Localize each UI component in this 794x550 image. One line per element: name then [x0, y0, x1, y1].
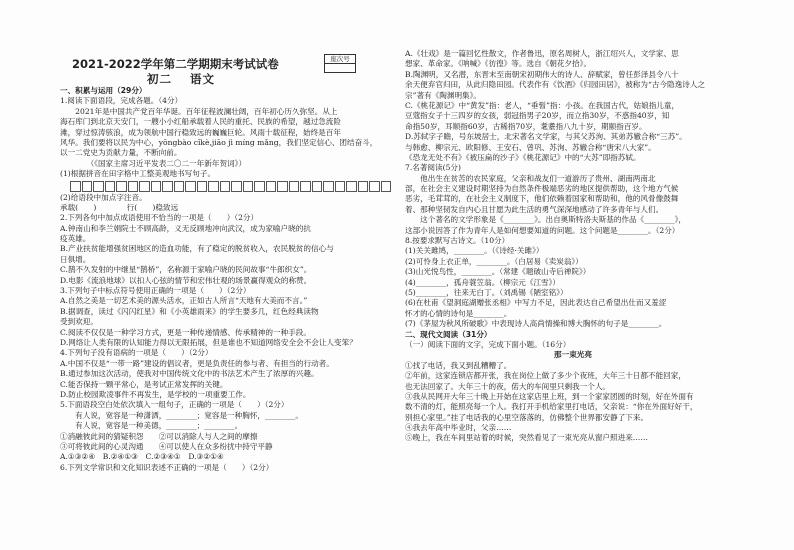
right-line: ④我去年高中毕业时，父亲…… [405, 423, 512, 433]
right-line: 命指50岁，耳顺指60岁，古稀指70岁，耄耋指八九十岁，期颐指百岁。 [405, 121, 647, 131]
right-line: （一）阅读下面的文字，完成下面小题。（16分） [405, 339, 571, 349]
exam-subtitle [147, 71, 233, 87]
left-line: C.阅读不仅仅是一种学习方式，更是一种传递情感、传承精神的一种手段。 [60, 327, 311, 337]
left-line: B.通过参加这次活动，使我对中国传统文化中的书法艺术产生了浓厚的兴趣。 [60, 369, 319, 379]
left-line: D.防止校园欺凌事件不再发生，是学校的一项重要工作。 [60, 389, 251, 399]
left-line: 一、积累与运用（29分） [60, 86, 147, 95]
left-line: 滩，穿过惊涛骇浪，成为领航中国行稳致远的巍巍巨轮。风雨十载征程，始终是百年 [60, 127, 341, 137]
exam-title: 2021-2022学年第二学期期末考试试卷 [72, 57, 279, 71]
left-line: A.自然之美是一切艺术美的源头活水，正如古人所言“天地有大美而不言。” [60, 296, 308, 306]
grid-cell[interactable] [185, 181, 196, 192]
right-line: 怀才的心情的诗句是________。 [405, 308, 512, 318]
grid-cell[interactable] [93, 181, 104, 192]
grid-cell[interactable] [70, 181, 81, 192]
right-line: 与韩愈、柳宗元、欧阳修、王安石、曾巩、苏洵、苏辙合称“唐宋八大家”。 [405, 142, 656, 152]
left-line: 承载( ) 行( )稳致远 [60, 202, 179, 212]
grid-cell[interactable] [277, 181, 288, 192]
right-line: 想家、革命家。《呐喊》《彷徨》等。选自《朝花夕拾》。 [405, 59, 592, 69]
grid-cell[interactable] [197, 181, 208, 192]
grid-cell[interactable] [323, 181, 334, 192]
grid-cell[interactable] [139, 181, 150, 192]
grid-cell[interactable] [346, 181, 357, 192]
grid-cell[interactable] [312, 181, 323, 192]
left-line: 受到欢迎。 [60, 317, 98, 327]
right-line: B.陶渊明，又名潜，东晋末至南朝宋初期伟大的诗人、辞赋家，曾任彭泽县令八十 [405, 69, 679, 79]
grid-cell[interactable] [208, 181, 219, 192]
grid-cell[interactable] [369, 181, 380, 192]
right-line: 《恐龙无处不有》《被压扁的沙子》《桃花源记》中的“大苏”即指苏轼。 [405, 152, 641, 162]
subject-label: 语文 [190, 72, 215, 86]
right-line: (3)山光悦鸟性，________。（常建《题破山寺后禅院》） [405, 267, 591, 277]
grid-cell[interactable] [300, 181, 311, 192]
right-line: 也无法回家了。大年三十的夜，偌大的车间里只剩我一个人。 [405, 381, 611, 391]
right-line: (4)________，孤舟蓑笠翁。（柳宗元《江雪》） [405, 277, 561, 287]
right-line: 恶劣，毛茸茸的，在社会主义制度下，他们依赖着国家和帮助和，他的风骨像鼓舞 [405, 194, 679, 204]
right-line: 豆蔻指女子十三四岁的女孩，弱冠指男子20岁，而立指30岁，不惑指40岁，知 [405, 111, 670, 121]
left-line: C.鹊不久发射的中继星“鹊桥”，名称源于家喻户晓的民间故事“牛郎织女”。 [60, 265, 312, 275]
grid-cell[interactable] [116, 181, 127, 192]
right-line: D.苏轼字子瞻，号东坡居士，北宋著名文学家，与其父苏洵、其弟苏辙合称“三苏”。 [405, 132, 687, 142]
right-line: 8.按要求默写古诗文。（10分） [405, 236, 510, 246]
left-line: 疫英雄。 [60, 234, 91, 244]
left-line: ①消融彼此间的猜疑积怨 ②可以消除人与人之间的摩擦 [60, 431, 258, 441]
left-line: ③可将彼此间的心灵沟通 ④可以使人在众多纷扰中持守平静 [60, 441, 273, 451]
left-line: 以一二党史为贡献力量，不断向前。 [60, 148, 182, 158]
right-line: ③我从民网开大年三十晚上开始在这家店里上班，到一个家家团圆的时刻，好在外面有 [405, 391, 694, 401]
left-line: 有人说，宽容是一种潇洒，________；宽容是一种胸怀，________。 [60, 410, 303, 420]
right-line: 这个著名的文学形象是《________》。出自奥斯特洛夫斯基的作品《________》， [405, 215, 686, 225]
left-line: 风华。我们要将以民为中心，yōngbào cǐkè,jiāo jì míng mǎng，我们坚定信心、团结奋斗， [60, 137, 378, 147]
right-line: ②年前，这家连锁店都开张，我在岗位上做了多少个夜班，大年三十日都不能回家， [405, 371, 686, 381]
left-line: 3.下列句子中标点符号使用正确的一项是（ ）（2分） [60, 286, 251, 296]
grid-cell[interactable] [82, 181, 93, 192]
grid-cell[interactable] [162, 181, 173, 192]
grid-cell[interactable] [220, 181, 231, 192]
right-line: 部，在社会主义建设时期坚持为自然条件极端恶劣的地区提供帮助，这个地方气候 [405, 184, 679, 194]
right-column [405, 49, 741, 444]
left-line: C.能否保持一颗平常心，是考试正常发挥的关键。 [60, 379, 228, 389]
left-line: D.电影《流浪地球》以扣人心弦的情节和宏伟壮观的场景赢得观众的称赞。 [60, 275, 312, 285]
seat-number-label: 座次号 [330, 55, 350, 63]
grid-cell[interactable] [231, 181, 242, 192]
grid-cell[interactable] [254, 181, 265, 192]
seat-number-field[interactable] [325, 63, 355, 72]
left-line: D.网络让人类有限的认知能力得以无限拓展，但是谁也不知道网络安全会不会让人变笨？ [60, 337, 357, 347]
grid-cell[interactable] [266, 181, 277, 192]
left-line: 2021年是中国共产党百年华诞。百年征程波澜壮阔，百年初心历久弥坚。从上 [60, 106, 338, 116]
right-line: (5)________，往来无白丁。（刘禹锡《陋室铭》） [405, 287, 568, 297]
left-line: 海石库门到北京天安门，一艘小小红船承载着人民的重托、民族的希望，越过急流险 [60, 117, 341, 127]
left-line: 日俱增。 [60, 254, 91, 264]
right-line: (1)关关雎鸠，________。（《诗经·关雎》） [405, 246, 544, 256]
left-line: （《国家主席习近平发表二〇二一年新年贺词》） [60, 158, 247, 168]
left-line: (2)给语段中加点字注音。 [60, 192, 147, 202]
right-line: 那一束光亮 [554, 350, 592, 360]
grid-cell[interactable] [289, 181, 300, 192]
grid-cell[interactable] [174, 181, 185, 192]
grid-cell[interactable] [128, 181, 139, 192]
left-line: (1)根据拼音在田字格中工整美观地书写句子。 [60, 169, 216, 179]
grid-cell[interactable] [335, 181, 346, 192]
left-line: A.钟南山和李兰娟院士不顾高龄，义无反顾地冲向武汉，成为家喻户晓的抗 [60, 223, 311, 233]
left-line: 5.下面语段空白处依次填入一组句子，正确的一项是（ ）（2分） [60, 400, 289, 410]
left-line: B.产业扶贫能增强贫困地区的造血功能，有了稳定的脱贫收入，农民脱贫的信心与 [60, 244, 334, 254]
right-line: 别担心家里。”挂了电话我的心里空落落的，仿佛整个世界都安静了下来。 [405, 412, 649, 422]
left-line: 1.阅读下面语段，完成各题。（4分） [60, 96, 183, 106]
right-line: ①找了电话，我又到乱糟糟了。 [405, 360, 512, 370]
right-line: 着、那种坚韧发自内心且甘愿为此生活的勇气深深地感动了许多青年与人们。 [405, 204, 664, 214]
left-line: A.①③②④ B.②④①③ C.②③④① D.③②①④ [60, 452, 224, 462]
right-line: A.《壮戏》是一篇回忆性散文，作者鲁迅，原名周树人，浙江绍兴人，文学家、思 [405, 49, 679, 58]
right-line: (2)可怜身上衣正单，________。（白居易《卖炭翁》） [405, 256, 583, 266]
writing-grid [70, 181, 392, 192]
grade-label: 初二 [147, 72, 172, 86]
left-line: 6.下列文学常识和文化知识表述不正确的一项是（ ）（2分） [60, 462, 274, 472]
right-line: 他出生在贫苦的农民家庭，父亲和战友们一道游历了贵州、湖南两南北 [405, 173, 656, 183]
right-line: 这部小说因答了作为青年人是如何想要知道的问题。这个问题是________。（2分） [405, 225, 680, 235]
right-line: 7.名著阅读(5分) [405, 163, 461, 173]
left-column [60, 86, 392, 473]
grid-cell[interactable] [381, 181, 392, 192]
right-line: (7)《茅屋为秋风所破歌》中表现诗人高尚情操和博大胸怀的句子是________。 [405, 319, 667, 329]
right-line: 二、现代文阅读（31分） [405, 329, 492, 339]
grid-cell[interactable] [358, 181, 369, 192]
left-line: B.据调查，读过《闪闪红星》和《小英雄雨来》的学生要多几，红色经典读物 [60, 306, 319, 316]
left-line: A.中国不仅是“一带一路”建设的倡议者，更是负责任的参与者、有担当的行动者。 [60, 358, 334, 368]
grid-cell[interactable] [243, 181, 254, 192]
left-line: 4.下列句子没有语病的一项是（ ）（2分） [60, 348, 213, 358]
right-line: 数不清的灯，能照亮每一个人。我打开手机给家里打电话，父亲说：“你在外面好好干， [405, 402, 698, 412]
right-line: (6)在杜甫《望洞庭湖赠张丞相》中写力不足，因此表达自己希望出仕而又羞涩 [405, 298, 667, 308]
grid-cell[interactable] [151, 181, 162, 192]
left-line: 有人说，宽容是一种美德，________；________。 [60, 421, 243, 431]
right-line: 余天便弃官归田，从此归隐田园。代表作有《饮酒》《归园田居》，被称为“古今隐逸诗人之 [405, 80, 706, 90]
right-line: 宗”著有《陶渊明集》。 [405, 90, 482, 100]
right-line: ⑤晚上，我在车间里站着的时候，突然看见了一束光亮从窗户照进来…… [405, 433, 648, 443]
grid-cell[interactable] [105, 181, 116, 192]
left-line: 2.下列各句中加点成语使用不恰当的一项是（ ）（2分） [60, 213, 259, 223]
seat-number-box [324, 54, 356, 73]
right-line: C.《桃花源记》中“黄发”指：老人，“垂髫”指：小孩。在我国古代，姑娘指儿童， [405, 100, 680, 110]
